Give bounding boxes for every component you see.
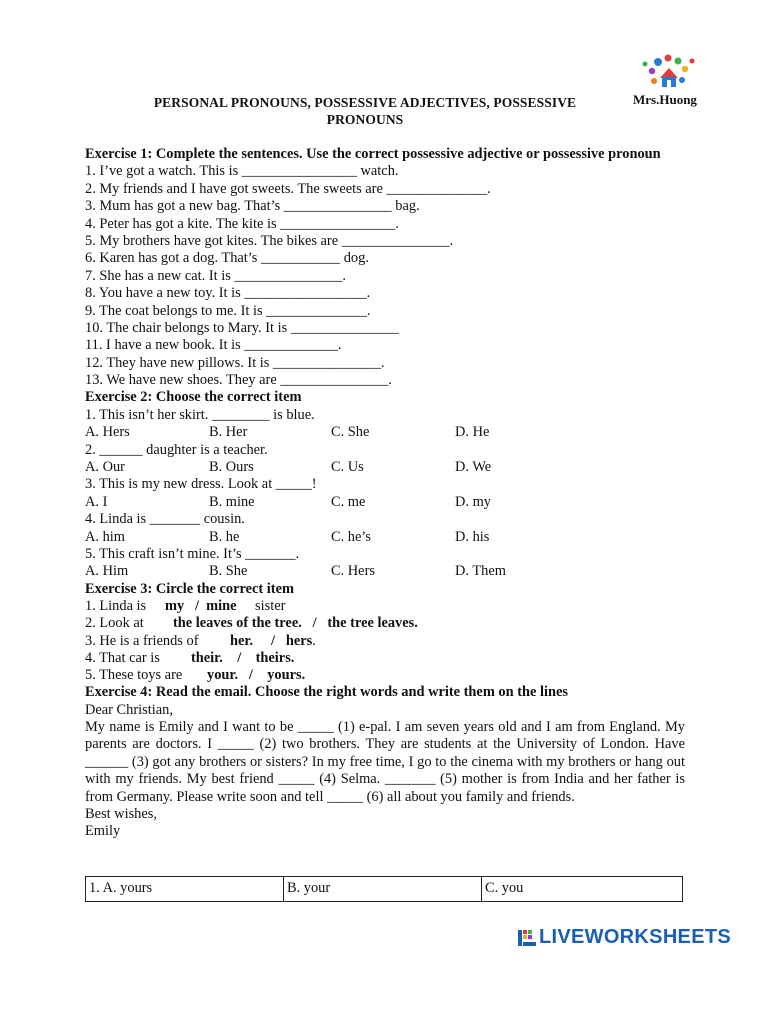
exercise2-options [85,529,685,546]
option-a[interactable]: A. Our [85,459,125,476]
exercise1-item: 6. Karen has got a dog. That’s ___________ dog. [85,250,369,267]
exercise3-item [85,615,685,632]
exercise3-choices[interactable]: your. / yours. [207,666,306,683]
exercise3-item [85,633,685,650]
exercise3-choices[interactable]: my / mine [165,598,237,615]
option-a[interactable]: A. Him [85,563,129,580]
worksheet-content [85,146,685,841]
option-c[interactable]: C. She [331,424,370,441]
exercise3-item [85,650,685,667]
exercise1-item: 9. The coat belongs to me. It is ______________. [85,302,371,319]
title-line-2: PRONOUNS [326,112,404,127]
exercise3-suffix: sister [255,598,286,615]
exercise2-heading: Exercise 2: Choose the correct item [85,389,302,406]
exercise2-question: 1. This isn’t her skirt. ________ is blue. [85,406,315,423]
liveworksheets-icon [518,929,536,947]
option-d[interactable]: D. We [455,459,492,476]
exercise1-item: 12. They have new pillows. It is _______________. [85,354,385,371]
exercise3-prefix: 5. These toys are [85,666,183,683]
answer-cell[interactable]: C. you [485,880,524,896]
exercise2-question: 3. This is my new dress. Look at _____! [85,476,317,493]
liveworksheets-text: LIVEWORKSHEETS [539,926,731,948]
exercise3-prefix: 2. Look at [85,615,144,632]
exercise3-choices[interactable]: the leaves of the tree. / the tree leaves. [173,615,418,632]
logo-text: Mrs.Huong [633,92,697,107]
exercise3-prefix: 3. He is a friends of [85,632,199,649]
answer-table [85,876,683,902]
exercise2-question: 4. Linda is _______ cousin. [85,511,245,528]
exercise1-item: 3. Mum has got a new bag. That’s _______________ bag. [85,198,420,215]
option-a[interactable]: A. him [85,528,125,545]
option-b[interactable]: B. Her [209,424,248,441]
exercise1-item: 8. You have a new toy. It is _________________. [85,285,371,302]
exercise1-item: 10. The chair belongs to Mary. It is _______________ [85,319,399,336]
exercise1-item: 7. She has a new cat. It is _______________. [85,267,346,284]
exercise2-question: 2. ______ daughter is a teacher. [85,441,268,458]
option-a[interactable]: A. I [85,493,108,510]
page-title [60,94,670,128]
answer-cell[interactable]: B. your [284,877,482,901]
option-b[interactable]: B. Ours [209,459,254,476]
exercise1-item: 11. I have a new book. It is _____________. [85,337,342,354]
exercise1-item: 5. My brothers have got kites. The bikes are _______________. [85,232,454,249]
liveworksheets-logo [518,926,731,949]
email-signature: Emily [85,823,121,840]
exercise2-question: 5. This craft isn’t mine. It’s _______. [85,546,300,563]
exercise3-choices[interactable]: their. / theirs. [191,649,295,666]
email-closing: Best wishes, [85,805,157,822]
exercise2-options [85,563,685,580]
option-d[interactable]: D. his [455,528,490,545]
exercise3-choices[interactable]: her. / hers [230,632,313,649]
exercise3-item [85,598,685,615]
option-b[interactable]: B. She [209,563,248,580]
answer-cell[interactable]: 1. A. yours [86,877,284,901]
option-b[interactable]: B. mine [209,493,255,510]
option-c[interactable]: C. me [331,493,366,510]
option-b[interactable]: B. he [209,528,240,545]
exercise3-item [85,667,685,684]
option-a[interactable]: A. Hers [85,424,130,441]
exercise1-item: 13. We have new shoes. They are _______________. [85,372,392,389]
option-c[interactable]: C. he’s [331,528,371,545]
email-body: My name is Emily and I want to be _____ (1) e-pal. I am seven years old and I am from England. My parents are doctors. I _____ (2) two brothers. They are students at the University of London. Have ______ (3) got any brothers or sisters? In my free time, I go to the cinema with my brothers or hang out with my friends. My best friend _____ (4) Selma. _______ (5) mother is from India and her father is from Germany. Please write soon and tell _____ (6) all about you family and friends. [85,718,685,805]
exercise3-heading: Exercise 3: Circle the correct item [85,580,294,597]
exercise3-suffix: . [312,632,316,649]
exercise3-prefix: 1. Linda is [85,598,147,615]
exercise3-prefix: 4. That car is [85,649,160,666]
option-c[interactable]: C. Us [331,459,364,476]
exercise1-item: 2. My friends and I have got sweets. The sweets are ______________. [85,180,491,197]
option-d[interactable]: D. He [455,424,490,441]
exercise2-options [85,494,685,511]
exercise2-options [85,459,685,476]
exercise4-heading: Exercise 4: Read the email. Choose the right words and write them on the lines [85,684,568,701]
option-d[interactable]: D. Them [455,563,506,580]
exercise1-item: 4. Peter has got a kite. The kite is ________________. [85,215,399,232]
option-d[interactable]: D. my [455,493,491,510]
option-c[interactable]: C. Hers [331,563,375,580]
exercise2-options [85,424,685,441]
title-line-1: PERSONAL PRONOUNS, POSSESSIVE ADJECTIVES, POSSESSIVE [153,95,577,110]
email-greeting: Dear Christian, [85,701,173,718]
exercise1-heading: Exercise 1: Complete the sentences. Use the correct possessive adjective or possessive pronoun [85,146,661,162]
exercise1-item: 1. I’ve got a watch. This is ________________ watch. [85,163,399,180]
